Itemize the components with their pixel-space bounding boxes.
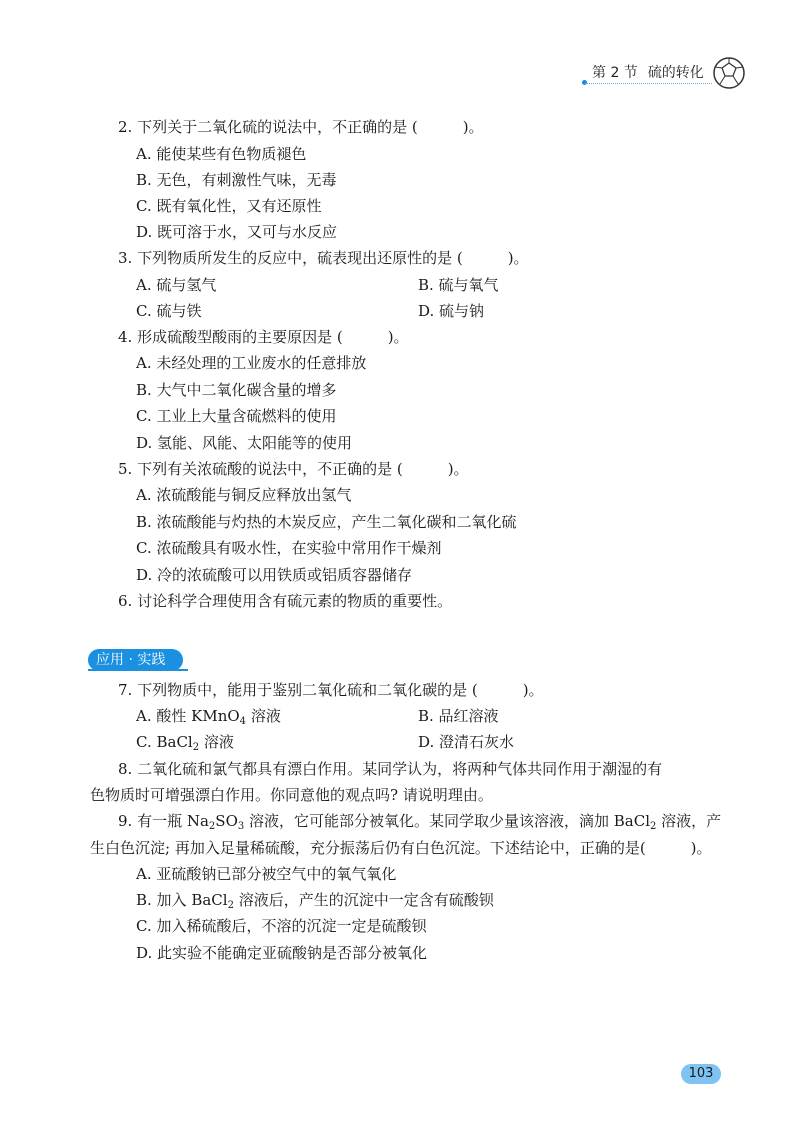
q2-option-a: A. 能使某些有色物质褪色 [136,145,307,163]
q2-option-b: B. 无色，有刺激性气味，无毒 [136,171,337,189]
q3-option-b: B. 硫与氧气 [418,276,499,294]
q9-option-b: B. 加入 BaCl$_2$ 溶液后，产生的沉淀中一定含有硫酸钡 [136,891,494,911]
q4-option-c: C. 工业上大量含硫燃料的使用 [136,407,337,425]
q9-option-c: C. 加入稀硫酸后，不溶的沉淀一定是硫酸钡 [136,917,427,935]
molecule-ball-icon [712,56,746,90]
page-number: 103 [681,1064,721,1084]
q4-option-d: D. 氢能、风能、太阳能等的使用 [136,434,353,452]
q9-line-1: 9. 有一瓶 $Na_2SO_3$ 溶液，它可能部分被氧化。某同学取少量该溶液，滴加 BaCl$_2$ 溶液，产 [118,812,722,832]
q7-option-a: A. 酸性 KMnO$_4$ 溶液 [136,707,281,727]
q7-option-b: B. 品红溶液 [418,707,499,725]
q5-option-b: B. 浓硫酸能与灼热的木炭反应，产生二氧化碳和二氧化硫 [136,513,517,531]
header-section: 第 2 节 [592,65,638,81]
q3-option-c: C. 硫与铁 [136,302,202,320]
q6-stem: 6. 讨论科学合理使用含有硫元素的物质的重要性。 [118,592,453,610]
q5-option-d: D. 冷的浓硫酸可以用铁质或铝质容器储存 [136,566,413,584]
q9-line-2: 生白色沉淀; 再加入足量稀硫酸，充分振荡后仍有白色沉淀。下述结论中，正确的是( )。 [90,839,712,857]
q3-stem: 3. 下列物质所发生的反应中，硫表现出还原性的是 ( )。 [118,249,529,267]
q5-stem: 5. 下列有关浓硫酸的说法中，不正确的是 ( )。 [118,460,469,478]
q7-option-c: C. BaCl$_2$ 溶液 [136,733,234,753]
q2-option-d: D. 既可溶于水，又可与水反应 [136,223,338,241]
q4-option-a: A. 未经处理的工业废水的任意排放 [136,354,367,372]
q9-option-d: D. 此实验不能确定亚硫酸钠是否部分被氧化 [136,944,428,962]
q8-line-1: 8. 二氧化硫和氯气都具有漂白作用。某同学认为，将两种气体共同作用于潮湿的有 [118,760,663,778]
running-header [592,62,704,82]
q8-line-2: 色物质时可增强漂白作用。你同意他的观点吗? 请说明理由。 [90,786,493,804]
header-rule [585,83,712,84]
q7-stem: 7. 下列物质中，能用于鉴别二氧化硫和二氧化碳的是 ( )。 [118,681,544,699]
q5-option-c: C. 浓硫酸具有吸水性，在实验中常用作干燥剂 [136,539,442,557]
q7-option-d: D. 澄清石灰水 [418,733,515,751]
header-title: 硫的转化 [647,65,704,81]
q4-option-b: B. 大气中二氧化碳含量的增多 [136,381,337,399]
q3-option-a: A. 硫与氢气 [136,276,217,294]
q4-stem: 4. 形成硫酸型酸雨的主要原因是 ( )。 [118,328,409,346]
q3-option-d: D. 硫与钠 [418,302,485,320]
q9-option-a: A. 亚硫酸钠已部分被空气中的氧气氧化 [136,865,397,883]
q2-stem: 2. 下列关于二氧化硫的说法中，不正确的是 ( )。 [118,118,484,136]
q5-option-a: A. 浓硫酸能与铜反应释放出氢气 [136,486,352,504]
q2-option-c: C. 既有氧化性，又有还原性 [136,197,322,215]
section-label: 应用 · 实践 [88,649,183,671]
